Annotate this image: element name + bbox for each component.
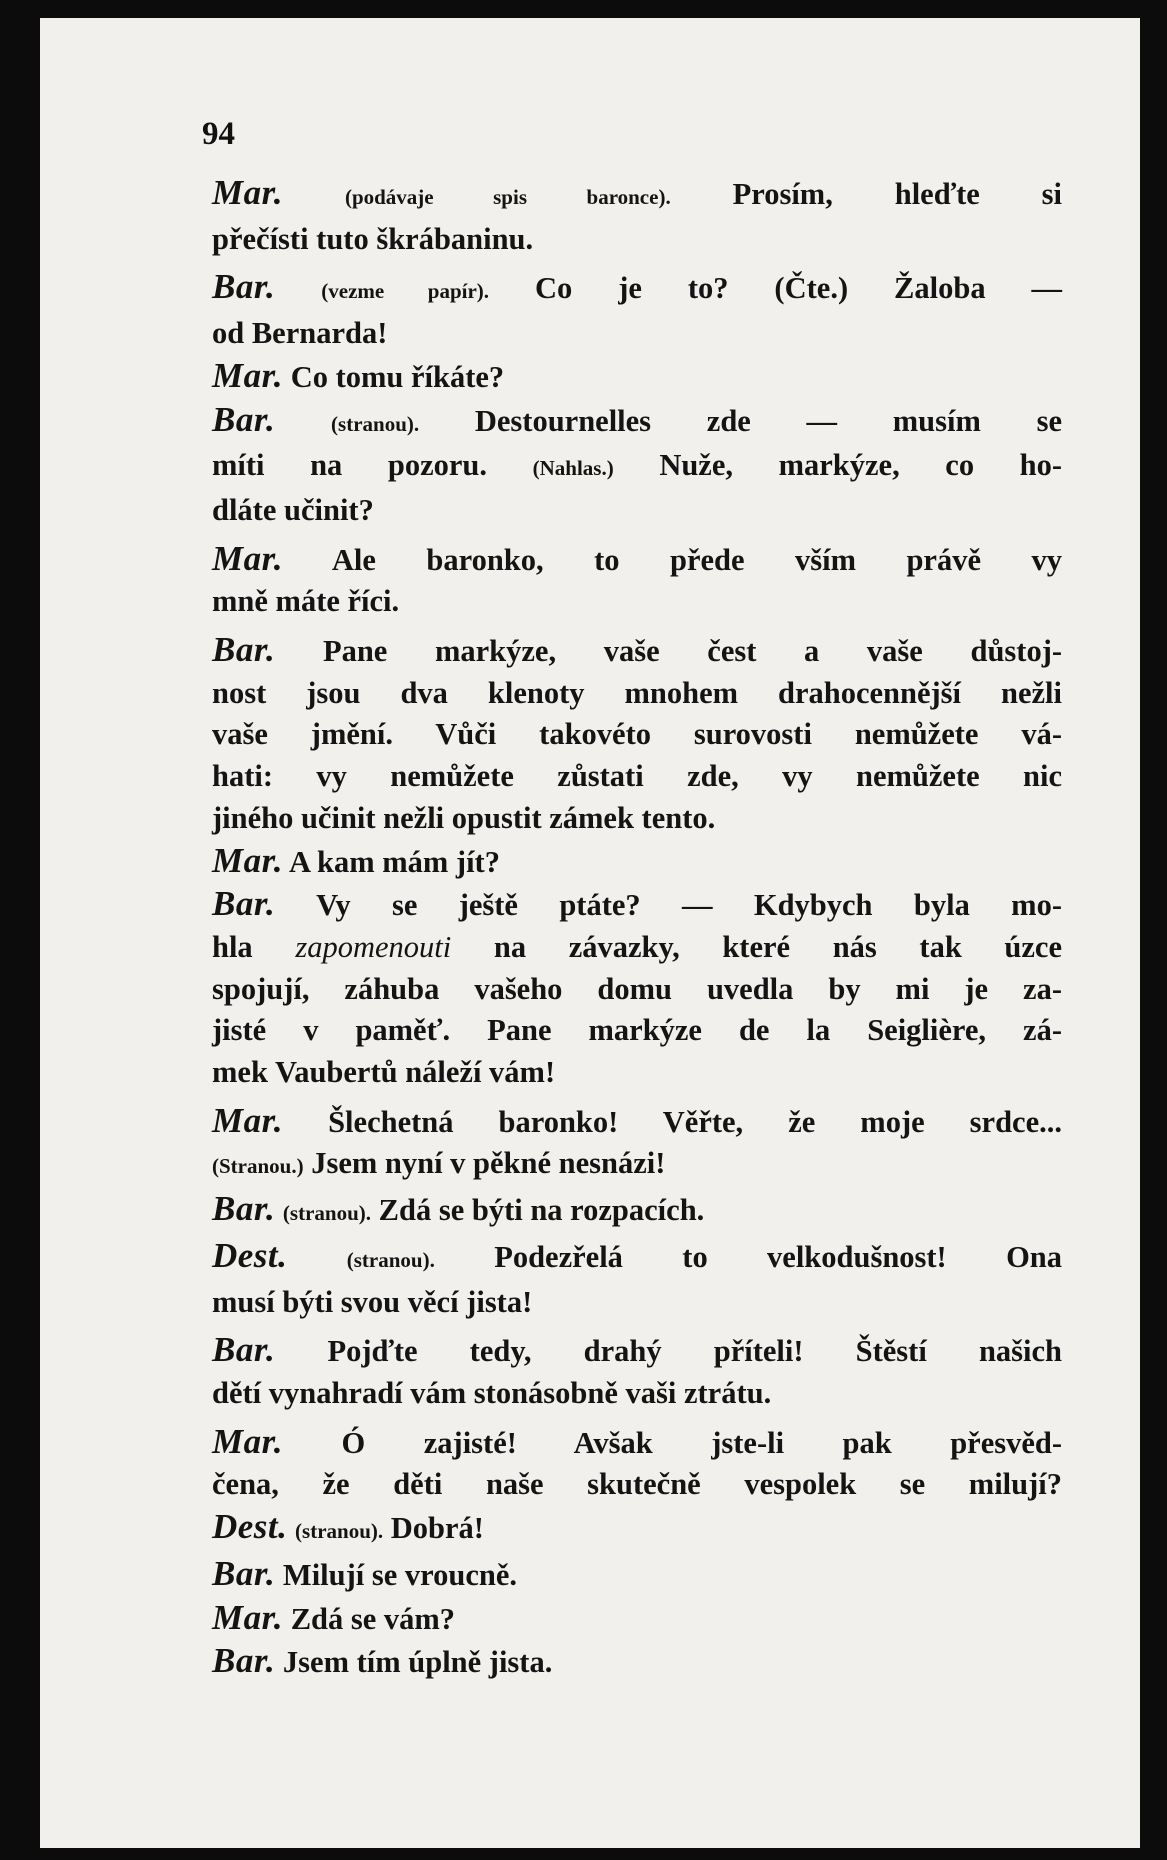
- text-line: [212, 840, 1062, 884]
- speaker-name: Bar.: [212, 1641, 276, 1681]
- text-line: [212, 1597, 1062, 1641]
- stage-direction: (stranou).: [331, 411, 420, 436]
- text-line: [212, 1282, 1062, 1324]
- stage-direction: (vezme papír).: [321, 279, 490, 304]
- speaker-name: Bar.: [212, 399, 276, 439]
- line-text: Ale baronko, to přede vším právě vy: [331, 542, 1062, 577]
- line-text: jisté v paměť. Pane markýze de la Seiglière, zá-: [212, 1013, 1062, 1048]
- speaker-name: Mar.: [212, 355, 284, 395]
- text-line: [212, 1373, 1062, 1415]
- stage-direction: (Stranou.): [212, 1154, 304, 1179]
- speaker-name: Bar.: [212, 1330, 276, 1370]
- speaker-name: Mar.: [212, 173, 284, 212]
- stage-direction: (stranou).: [282, 1201, 372, 1226]
- line-text: spojují, záhuba vašeho domu uvedla by mi je za-: [212, 971, 1062, 1006]
- text-line: [212, 313, 1062, 355]
- line-text: Zdá se býti na rozpacích.: [378, 1193, 705, 1228]
- line-text: míti na pozoru.: [212, 448, 488, 483]
- line-text: musí býti svou věcí jista!: [212, 1284, 533, 1319]
- line-text: Pojďte tedy, drahý příteli! Štěstí našich: [327, 1334, 1062, 1369]
- line-text: Nuže, markýze, co ho-: [659, 448, 1063, 483]
- line-text: Pane markýze, vaše čest a vaše důstoj-: [322, 634, 1063, 669]
- text-line: [212, 673, 1062, 715]
- line-text: přečísti tuto škrábaninu.: [212, 221, 534, 256]
- line-text: Zdá se vám?: [290, 1601, 456, 1636]
- text-line: [212, 629, 1062, 673]
- text-line: [212, 756, 1062, 798]
- speaker-name: Mar.: [212, 1597, 284, 1637]
- speaker-name: Dest.: [212, 1235, 288, 1275]
- line-text: Milují se vroucně.: [282, 1557, 518, 1592]
- line-text: Jsem nyní v pěkné nesnázi!: [311, 1146, 666, 1181]
- stage-direction: (Nahlas.): [532, 456, 614, 481]
- line-text: nost jsou dva klenoty mnohem drahocennější nežli: [212, 675, 1062, 710]
- text-line: [212, 266, 1062, 313]
- text-line: [212, 1143, 1062, 1188]
- speaker-name: Bar.: [212, 267, 276, 307]
- text-line: [212, 969, 1062, 1011]
- line-text: Jsem tím úplně jista.: [282, 1645, 553, 1680]
- line-text: A kam mám jít?: [289, 844, 500, 879]
- line-text: mně máte říci.: [212, 584, 400, 619]
- stage-direction: (stranou).: [295, 1519, 384, 1544]
- line-text: čena, že děti naše skutečně vespolek se milují?: [212, 1467, 1062, 1502]
- line-text: mek Vaubertů náleží vám!: [212, 1055, 556, 1090]
- text-line: [212, 581, 1062, 623]
- stage-direction: (stranou).: [346, 1247, 435, 1272]
- text-line: [212, 490, 1062, 532]
- line-text: jiného učinit nežli opustit zámek tento.: [212, 800, 716, 835]
- line-text: na závazky, které nás tak úzce: [493, 929, 1063, 964]
- line-text: hla: [212, 929, 253, 964]
- line-text: dláte učinit?: [212, 492, 374, 527]
- speaker-name: Mar.: [212, 1100, 284, 1140]
- text-line: [212, 1421, 1062, 1465]
- text-line: [212, 798, 1062, 840]
- text-line: [212, 355, 1062, 399]
- text-line: [212, 1100, 1062, 1144]
- stage-direction: (podávaje spis baronce).: [344, 185, 671, 209]
- speaker-name: Mar.: [212, 538, 284, 578]
- line-text: Co je to? (Čte.) Žaloba —: [534, 271, 1063, 306]
- text-line: [212, 538, 1062, 582]
- text-line: [212, 1235, 1062, 1282]
- line-text: Destournelles zde — musím se: [474, 403, 1063, 438]
- text-line: [212, 1329, 1062, 1373]
- emphasized-word: zapomenouti: [295, 929, 452, 964]
- line-text: dětí vynahradí vám stonásobně vaši ztrátu.: [212, 1375, 772, 1410]
- dialogue-text: [212, 172, 1062, 1684]
- text-line: [212, 219, 1062, 261]
- speaker-name: Bar.: [212, 630, 276, 670]
- text-line: [212, 1464, 1062, 1506]
- speaker-name: Bar.: [212, 1553, 276, 1593]
- line-text: vaše jmění. Vůči takovéto surovosti nemůžete vá-: [212, 717, 1062, 752]
- text-line: [212, 927, 1062, 969]
- text-line: [212, 1188, 1062, 1235]
- line-text: Prosím, hleďte si: [732, 177, 1062, 211]
- speaker-name: Bar.: [212, 884, 276, 924]
- text-line: [212, 399, 1062, 446]
- line-text: hati: vy nemůžete zůstati zde, vy nemůžete nic: [212, 759, 1062, 794]
- line-text: Ó zajisté! Avšak jste-li pak přesvěd-: [341, 1425, 1063, 1460]
- line-text: Vy se ještě ptáte? — Kdybych byla mo-: [316, 888, 1062, 923]
- line-text: od Bernarda!: [212, 316, 388, 351]
- speaker-name: Mar.: [212, 840, 284, 880]
- text-line: [212, 1010, 1062, 1052]
- text-line: [212, 1506, 1062, 1553]
- page-number: 94: [202, 116, 235, 152]
- text-line: [212, 883, 1062, 927]
- text-line: [212, 1553, 1062, 1597]
- speaker-name: Bar.: [212, 1189, 276, 1229]
- text-line: [212, 445, 1062, 490]
- line-text: Co tomu říkáte?: [290, 359, 505, 394]
- text-line: [212, 1640, 1062, 1684]
- speaker-name: Mar.: [212, 1421, 284, 1461]
- line-text: Šlechetná baronko! Věřte, že moje srdce...: [328, 1104, 1062, 1139]
- text-line: [212, 172, 1062, 219]
- text-line: [212, 1052, 1062, 1094]
- speaker-name: Dest.: [212, 1507, 288, 1547]
- text-line: [212, 714, 1062, 756]
- line-text: Podezřelá to velkodušnost! Ona: [494, 1239, 1063, 1274]
- line-text: Dobrá!: [390, 1511, 484, 1546]
